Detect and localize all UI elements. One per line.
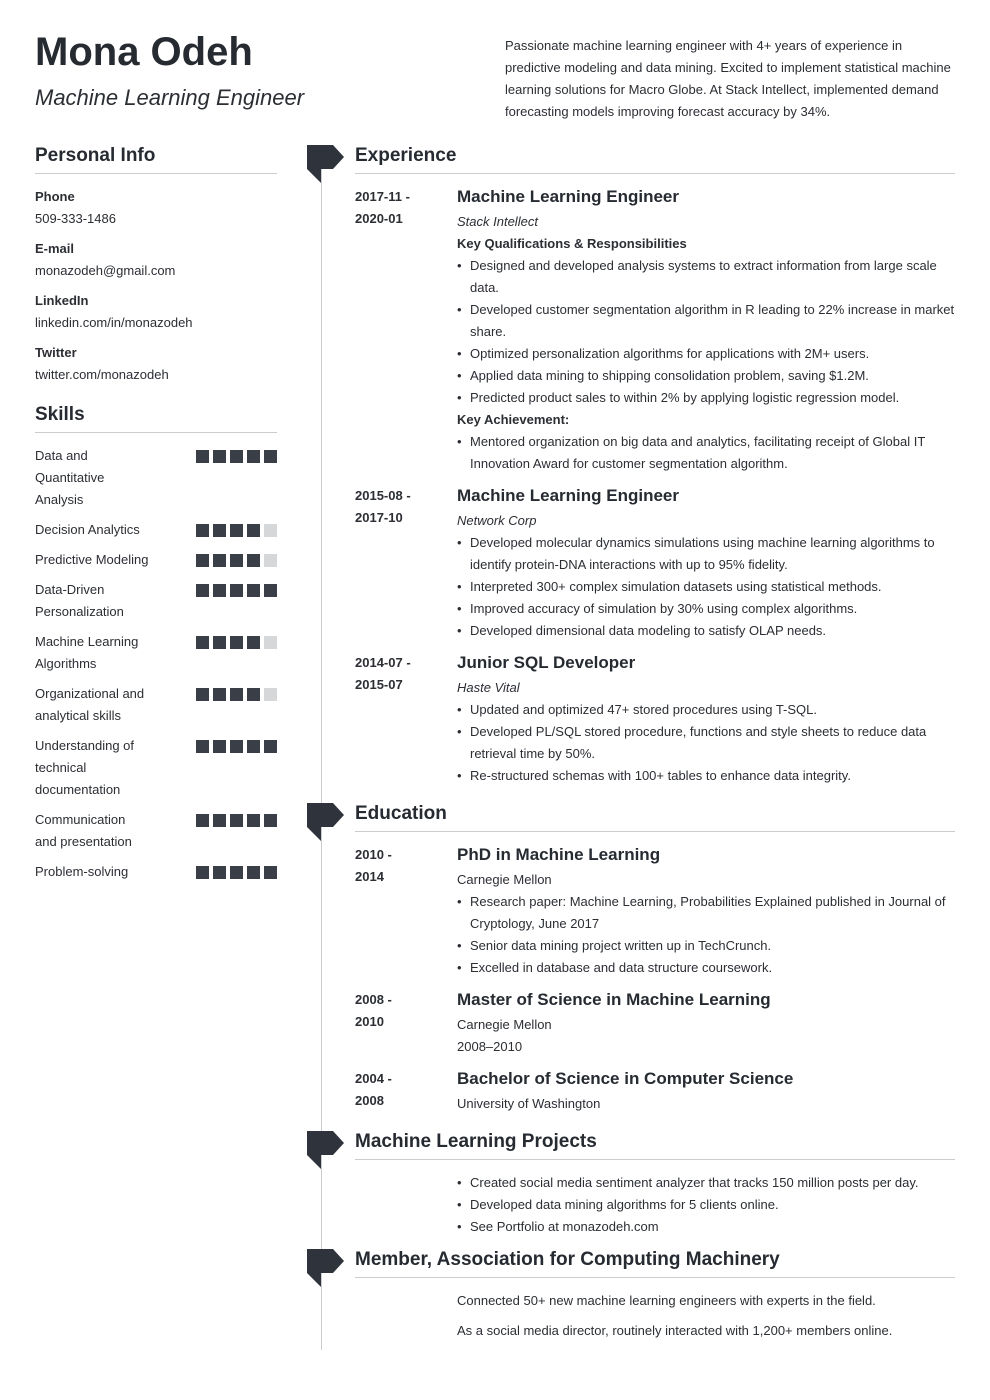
skill-name: Organizational and analytical skills: [35, 686, 145, 723]
list-item: • Interpreted 300+ complex simulation datasets using statistical methods.: [457, 576, 955, 598]
email-value: monazodeh@gmail.com: [35, 263, 176, 278]
section-flag-icon: [307, 145, 344, 183]
list-item: • Applied data mining to shipping consolidation problem, saving $1.2M.: [457, 365, 955, 387]
skill-rating: [196, 688, 277, 701]
skill-row: [35, 683, 277, 727]
personal-info-item: [35, 238, 277, 282]
email-label: E-mail: [35, 241, 75, 256]
date-start: 2015-08 -: [355, 488, 411, 503]
degree: PhD in Machine Learning: [457, 845, 661, 864]
rating-square-icon: [247, 866, 260, 879]
list-item: • Research paper: Machine Learning, Probabilities Explained published in Journal of Cryptology, June 2017: [457, 891, 955, 935]
skill-rating: [196, 814, 277, 827]
left-column: [35, 145, 277, 891]
skill-row: [35, 809, 277, 853]
rating-square-icon: [196, 740, 209, 753]
rating-square-icon: [213, 636, 226, 649]
rating-square-icon: [230, 524, 243, 537]
rating-square-icon: [264, 814, 277, 827]
rating-square-icon: [247, 740, 260, 753]
rating-square-icon: [196, 554, 209, 567]
date-end: 2017-10: [355, 510, 403, 525]
skill-rating: [196, 524, 277, 537]
list-item: • Designed and developed analysis systems to extract information from large scale data.: [457, 255, 955, 299]
twitter-label: Twitter: [35, 345, 77, 360]
education-entry: [355, 989, 955, 1058]
rating-square-icon: [264, 450, 277, 463]
date-end: 2014: [355, 869, 384, 884]
rating-square-icon: [264, 740, 277, 753]
skill-name: Data-Driven Personalization: [35, 582, 124, 619]
date-start: 2004 -: [355, 1071, 392, 1086]
rating-square-icon: [247, 554, 260, 567]
rating-square-icon: [264, 636, 277, 649]
education-section: [355, 803, 955, 1125]
job-bullets: [457, 532, 955, 642]
list-item: • Excelled in database and data structure coursework.: [457, 957, 955, 979]
membership-paragraph: As a social media director, routinely interacted with 1,200+ members online.: [457, 1323, 893, 1338]
skill-row: [35, 861, 277, 883]
skill-row: [35, 519, 277, 541]
summary: Passionate machine learning engineer with 4+ years of experience in predictive modeling and data mining. Excited to implement statistical machine learning solutions for Macro Globe. At Stack Intellect, implemented demand forecasting models improving forecast accuracy by 34%.: [505, 38, 951, 119]
education-entry: [355, 1068, 955, 1115]
rating-square-icon: [264, 554, 277, 567]
rating-square-icon: [196, 584, 209, 597]
rating-square-icon: [213, 740, 226, 753]
job-bullets: [457, 699, 955, 787]
list-item: • Developed dimensional data modeling to satisfy OLAP needs.: [457, 620, 955, 642]
education-date: [355, 844, 457, 979]
rating-square-icon: [247, 450, 260, 463]
skills-title: Skills: [35, 404, 277, 433]
membership-entry: [355, 1290, 955, 1350]
list-item: • Developed data mining algorithms for 5 clients online.: [457, 1194, 955, 1216]
skill-rating: [196, 554, 277, 567]
section-flag-icon: [307, 1131, 344, 1169]
list-item: • Created social media sentiment analyzer that tracks 150 million posts per day.: [457, 1172, 955, 1194]
job-date: [355, 485, 457, 642]
rating-square-icon: [213, 688, 226, 701]
skill-rating: [196, 866, 277, 879]
skill-rating: [196, 740, 277, 753]
skill-row: [35, 445, 277, 511]
membership-title: Member, Association for Computing Machinery: [355, 1249, 955, 1278]
skill-name: Predictive Modeling: [35, 552, 149, 567]
achievement-heading: Key Achievement:: [457, 412, 570, 427]
company: Stack Intellect: [457, 214, 538, 229]
education-date: [355, 989, 457, 1058]
skill-name: Problem-solving: [35, 864, 129, 879]
list-item: • Mentored organization on big data and analytics, facilitating receipt of Global IT Innovation Award for customer segmentation algorithm.: [457, 431, 955, 475]
linkedin-value: linkedin.com/in/monazodeh: [35, 315, 193, 330]
linkedin-label: LinkedIn: [35, 293, 89, 308]
rating-square-icon: [213, 814, 226, 827]
rating-square-icon: [247, 636, 260, 649]
date-start: 2014-07 -: [355, 655, 411, 670]
phone-value: 509-333-1486: [35, 211, 116, 226]
skill-row: [35, 549, 277, 571]
list-item: • Developed PL/SQL stored procedure, functions and style sheets to reduce data retrieval time by 50%.: [457, 721, 955, 765]
rating-square-icon: [230, 814, 243, 827]
job-entry: [355, 485, 955, 642]
skill-row: [35, 631, 277, 675]
projects-title: Machine Learning Projects: [355, 1131, 955, 1160]
skill-name: Communication and presentation: [35, 812, 132, 849]
date-end: 2008: [355, 1093, 384, 1108]
skill-rating: [196, 584, 277, 597]
education-years: 2008–2010: [457, 1039, 523, 1054]
candidate-name: Mona Odeh: [35, 30, 253, 74]
job-title: Machine Learning Engineer: [457, 486, 679, 505]
list-item: • See Portfolio at monazodeh.com: [457, 1216, 955, 1238]
school: Carnegie Mellon: [457, 872, 552, 887]
projects-entry: [355, 1172, 955, 1238]
company: Haste Vital: [457, 680, 520, 695]
phone-label: Phone: [35, 189, 75, 204]
personal-info-item: [35, 186, 277, 230]
rating-square-icon: [230, 688, 243, 701]
job-title: Junior SQL Developer: [457, 653, 636, 672]
education-title: Education: [355, 803, 955, 832]
skill-rating: [196, 636, 277, 649]
twitter-value: twitter.com/monazodeh: [35, 367, 169, 382]
rating-square-icon: [264, 688, 277, 701]
rating-square-icon: [196, 450, 209, 463]
rating-square-icon: [230, 636, 243, 649]
list-item: • Optimized personalization algorithms for applications with 2M+ users.: [457, 343, 955, 365]
date-start: 2008 -: [355, 992, 392, 1007]
skill-name: Understanding of technical documentation: [35, 738, 135, 797]
job-title: Machine Learning Engineer: [457, 187, 679, 206]
rating-square-icon: [196, 524, 209, 537]
education-date: [355, 1068, 457, 1115]
rating-square-icon: [196, 866, 209, 879]
rating-square-icon: [213, 554, 226, 567]
list-item: • Updated and optimized 47+ stored procedures using T-SQL.: [457, 699, 955, 721]
list-item: • Developed molecular dynamics simulations using machine learning algorithms to identify protein-DNA interactions with up to 95% fidelity.: [457, 532, 955, 576]
rating-square-icon: [196, 636, 209, 649]
date-start: 2017-11 -: [355, 189, 410, 204]
skill-row: [35, 579, 277, 623]
personal-info-item: [35, 290, 277, 334]
rating-square-icon: [247, 814, 260, 827]
date-end: 2020-01: [355, 211, 403, 226]
projects-section: [355, 1131, 955, 1248]
personal-info-item: [35, 342, 277, 386]
job-entry: [355, 186, 955, 475]
date-end: 2010: [355, 1014, 384, 1029]
skill-name: Data and Quantitative Analysis: [35, 448, 105, 507]
list-item: • Re-structured schemas with 100+ tables to enhance data integrity.: [457, 765, 955, 787]
job-title-header: Machine Learning Engineer: [35, 85, 305, 110]
education-entry: [355, 844, 955, 979]
rating-square-icon: [230, 740, 243, 753]
projects-bullets: [457, 1172, 955, 1238]
rating-square-icon: [213, 866, 226, 879]
rating-square-icon: [247, 524, 260, 537]
experience-section: [355, 145, 955, 797]
rating-square-icon: [230, 554, 243, 567]
list-item: • Senior data mining project written up in TechCrunch.: [457, 935, 955, 957]
timeline-line: [321, 150, 322, 1350]
rating-square-icon: [213, 450, 226, 463]
personal-info-title: Personal Info: [35, 145, 277, 174]
rating-square-icon: [247, 584, 260, 597]
membership-paragraph: Connected 50+ new machine learning engineers with experts in the field.: [457, 1293, 876, 1308]
skill-name: Decision Analytics: [35, 522, 140, 537]
rating-square-icon: [247, 688, 260, 701]
experience-title: Experience: [355, 145, 955, 174]
rating-square-icon: [196, 688, 209, 701]
degree: Master of Science in Machine Learning: [457, 990, 771, 1009]
rating-square-icon: [230, 866, 243, 879]
job-entry: [355, 652, 955, 787]
membership-section: [355, 1249, 955, 1360]
job-date: [355, 652, 457, 787]
skill-name: Machine Learning Algorithms: [35, 634, 139, 671]
date-start: 2010 -: [355, 847, 392, 862]
section-flag-icon: [307, 803, 344, 841]
achievement-bullets: [457, 431, 955, 475]
rating-square-icon: [196, 814, 209, 827]
skill-row: [35, 735, 277, 801]
list-item: • Developed customer segmentation algorithm in R leading to 22% increase in market share.: [457, 299, 955, 343]
rating-square-icon: [213, 584, 226, 597]
rating-square-icon: [230, 584, 243, 597]
rating-square-icon: [264, 524, 277, 537]
education-bullets: [457, 891, 955, 979]
skill-rating: [196, 450, 277, 463]
school: University of Washington: [457, 1096, 601, 1111]
date-end: 2015-07: [355, 677, 403, 692]
list-item: • Predicted product sales to within 2% by applying logistic regression model.: [457, 387, 955, 409]
skills-list: [35, 445, 277, 883]
rating-square-icon: [213, 524, 226, 537]
list-item: • Improved accuracy of simulation by 30% using complex algorithms.: [457, 598, 955, 620]
rating-square-icon: [264, 866, 277, 879]
section-flag-icon: [307, 1249, 344, 1287]
rating-square-icon: [264, 584, 277, 597]
rating-square-icon: [230, 450, 243, 463]
job-date: [355, 186, 457, 475]
company: Network Corp: [457, 513, 537, 528]
job-bullets: [457, 255, 955, 409]
school: Carnegie Mellon: [457, 1017, 552, 1032]
degree: Bachelor of Science in Computer Science: [457, 1069, 794, 1088]
qualifications-heading: Key Qualifications & Responsibilities: [457, 236, 687, 251]
